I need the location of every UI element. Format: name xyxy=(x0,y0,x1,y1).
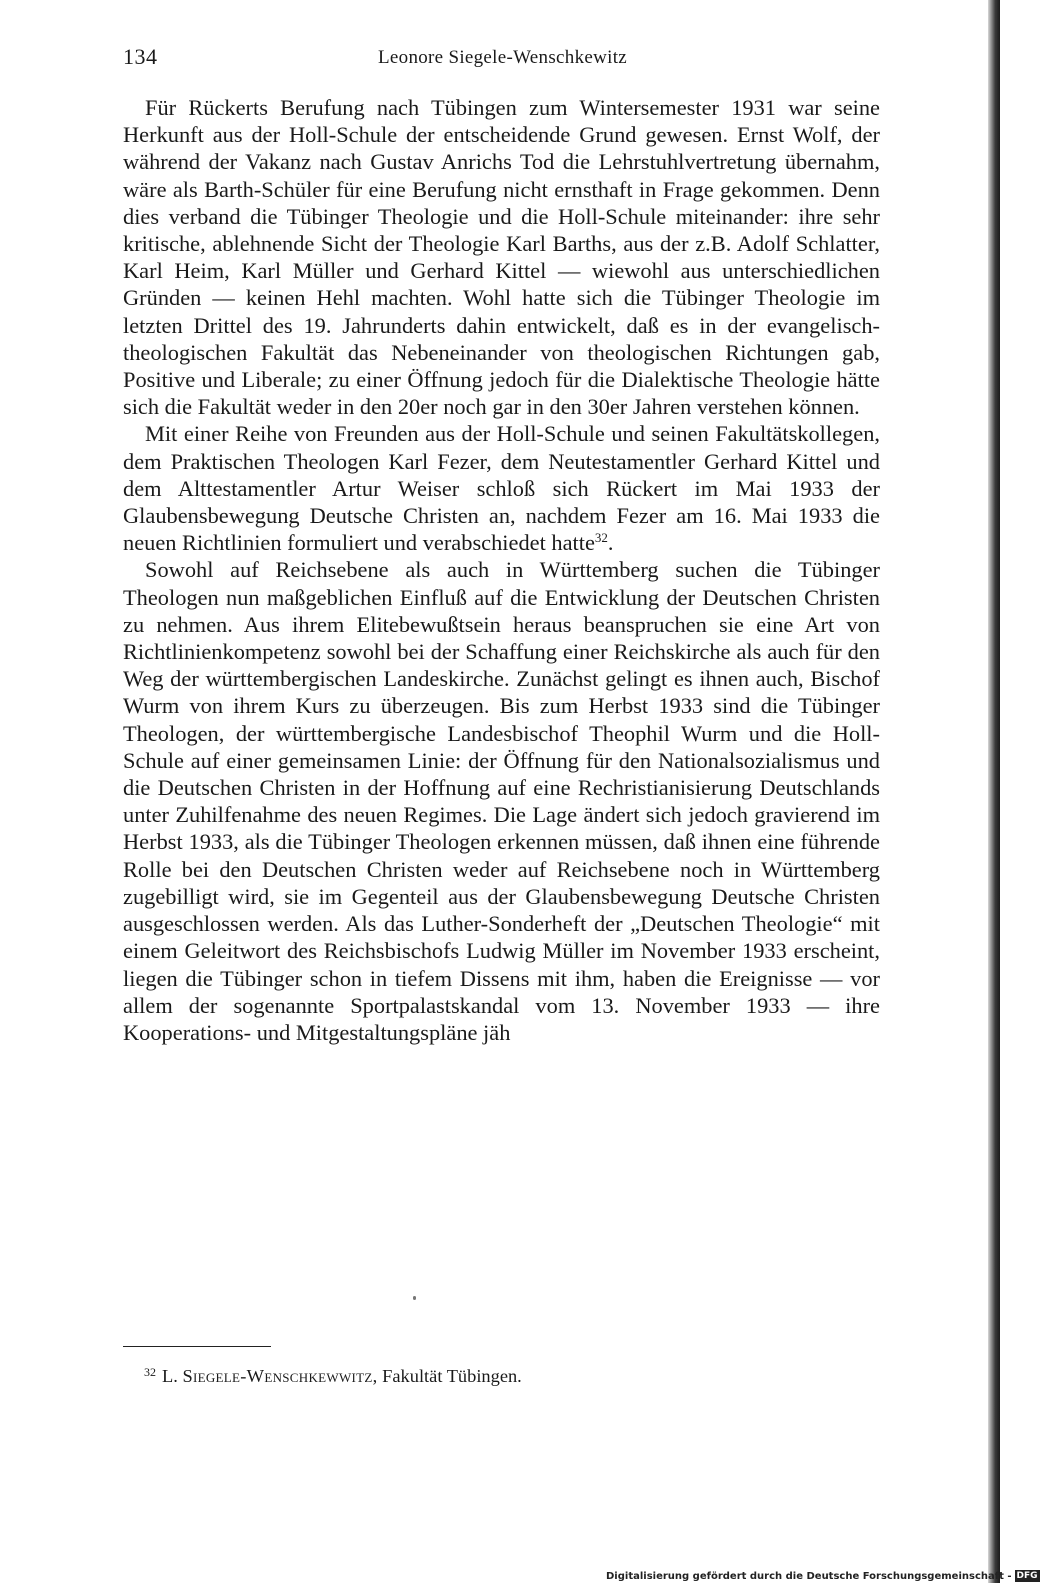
footnote xyxy=(144,1366,522,1387)
footnote-rule xyxy=(123,1346,271,1347)
running-title: Leonore Siegele-Wenschkewitz xyxy=(378,47,628,68)
paragraph-3: Sowohl auf Reichsebene als auch in Württemberg suchen die Tübinger Theologen nun maßgeblichen Einfluß auf die Entwicklung der Deutschen Christen zu nehmen. Aus ihrem Elitebewußtsein heraus beanspruchen sie eine Art von Richtlinienkompetenz sowohl bei der Schaffung einer Reichskirche als auch für den Weg der württembergischen Landeskirche. Zunächst gelingt es ihnen auch, Bischof Wurm von ihrem Kurs zu überzeugen. Bis zum Herbst 1933 sind die Tübinger Theologen, der württembergische Landesbischof Theophil Wurm und die Holl-Schule auf einer gemeinsamen Linie: der Öffnung für den Nationalsozialismus und die Deutschen Christen in der Hoffnung auf eine Rechristianisierung Deutschlands unter Zuhilfenahme des neuen Regimes. Die Lage ändert sich jedoch gravierend im Herbst 1933, als die Tübinger Theologen erkennen müssen, daß ihnen eine führende Rolle bei den Deutschen Christen weder auf Reichsebene noch in Württemberg zugebilligt wird, sie im Gegenteil aus der Glaubensbewegung Deutsche Christen ausgeschlossen werden. Als das Luther-Sonderheft der „Deutschen Theologie“ mit einem Geleitwort des Reichsbischofs Ludwig Müller im November 1933 erscheint, liegen die Tübinger schon in tiefem Dissens mit ihm, haben die Ereignisse — vor allem der sogenannte Sportpalastskandal vom 13. November 1933 — ihre Kooperations- und Mitgestaltungspläne jäh xyxy=(123,557,880,1045)
paragraph-1: Für Rückerts Berufung nach Tübingen zum Wintersemester 1931 war seine Herkunft aus der Holl-Schule der entscheidende Grund gewesen. Ernst Wolf, der während der Vakanz nach Gustav Anrichs Tod die Lehrstuhlvertretung übernahm, wäre als Barth-Schüler für eine Berufung nicht ernsthaft in Frage gekommen. Denn dies verband die Tübinger Theologie und die Holl-Schule miteinander: ihre sehr kritische, ablehnende Sicht der Theologie Karl Barths, aus der z.B. Adolf Schlatter, Karl Heim, Karl Müller und Gerhard Kittel — wiewohl aus unterschiedlichen Gründen — keinen Hehl machten. Wohl hatte sich die Tübinger Theologie im letzten Drittel des 19. Jahrunderts dahin entwickelt, daß es in der evangelisch-theologischen Fakultät das Nebeneinander von theologischen Richtungen gab, Positive und Liberale; zu einer Öffnung jedoch für die Dialektische Theologie hätte sich die Fakultät weder in den 20er noch gar in den 30er Jahren verstehen können. xyxy=(123,95,880,420)
scan-speck xyxy=(413,1296,416,1300)
dfg-logo: DFG xyxy=(1016,1571,1038,1581)
paragraph-2 xyxy=(123,420,880,556)
footnote-author-name: Siegele-Wenschkewwitz, xyxy=(182,1366,378,1386)
credit-text: Digitalisierung gefördert durch die Deutsche Forschungsgemeinschaft - xyxy=(606,1571,1012,1582)
paragraph-2-text: Mit einer Reihe von Freunden aus der Holl-Schule und seinen Fakultätskollegen, dem Praktischen Theologen Karl Fezer, dem Neutestamentler Gerhard Kittel und dem Alttestamentler Artur Weiser schloß sich Rückert im Mai 1933 der Glaubensbewegung Deutsche Christen an, nachdem Fezer am 16. Mai 1933 die neuen Richtlinien formuliert und verabschiedet hatte xyxy=(123,421,880,556)
running-head xyxy=(123,44,878,78)
page-number: 134 xyxy=(123,44,158,69)
footnote-text: Fakultät Tübingen. xyxy=(382,1366,522,1386)
scan-page-edge xyxy=(988,0,1000,1583)
digitization-credit xyxy=(606,1570,1040,1583)
footnote-reference[interactable]: 32 xyxy=(594,530,608,546)
footnote-author-initial: L. xyxy=(162,1366,178,1386)
body-text xyxy=(123,94,880,1046)
footnote-number: 32 xyxy=(144,1365,156,1379)
paragraph-2-end: . xyxy=(607,530,614,556)
